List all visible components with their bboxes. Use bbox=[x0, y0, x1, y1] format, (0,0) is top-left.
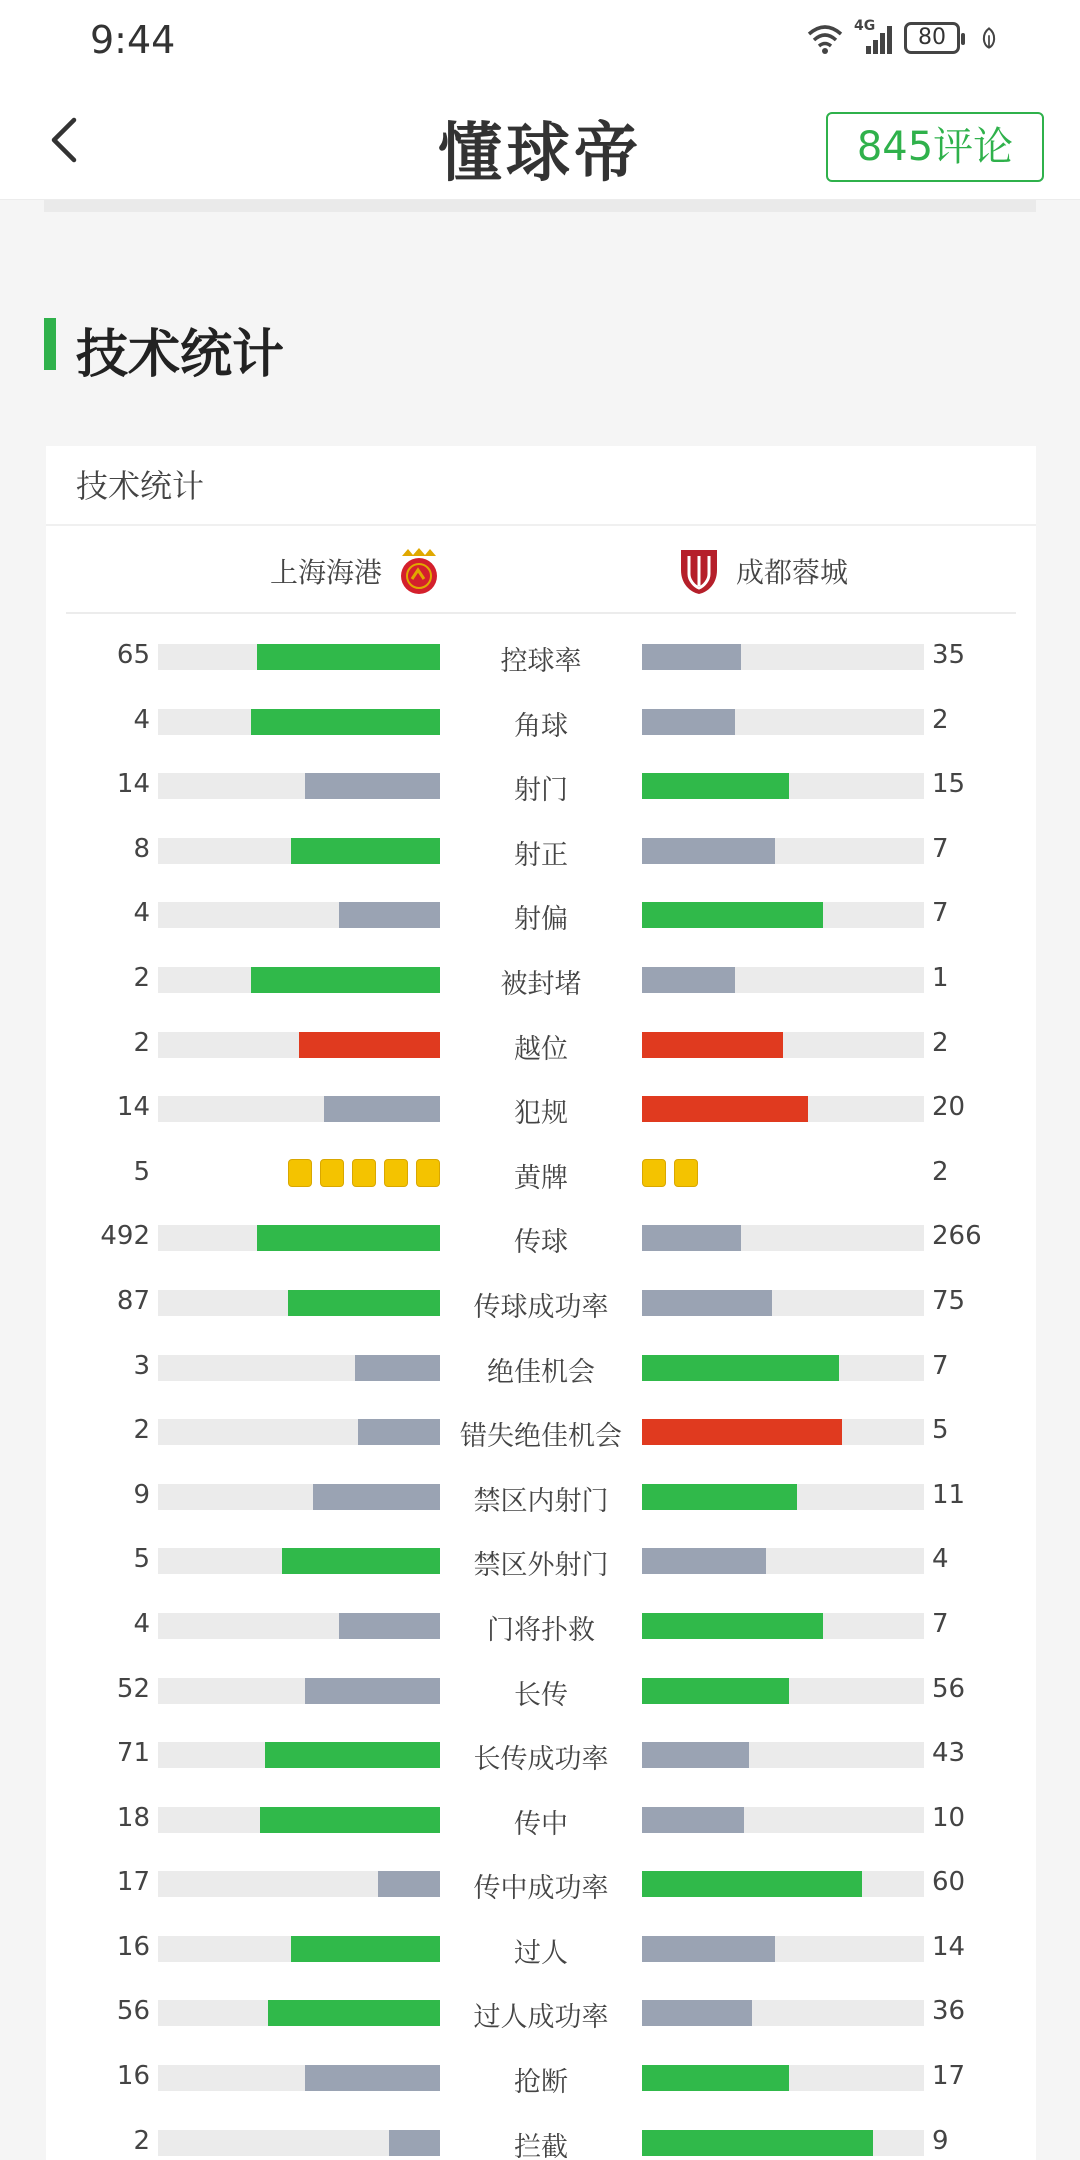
stat-label: 过人成功率 bbox=[473, 2002, 609, 2034]
stat-row bbox=[46, 1982, 1036, 2047]
stat-label: 越位 bbox=[514, 1033, 568, 1065]
away-stat-bar-track bbox=[642, 1032, 924, 1058]
home-stat-value: 4 bbox=[133, 898, 150, 929]
stat-row bbox=[46, 1918, 1036, 1983]
away-stat-value: 2 bbox=[932, 704, 949, 735]
home-stat-bar bbox=[339, 1613, 441, 1639]
home-team-name: 上海海港 bbox=[269, 556, 382, 589]
home-stat-bar-track bbox=[158, 1225, 440, 1251]
home-stat-bar bbox=[257, 644, 440, 670]
away-stat-value: 7 bbox=[932, 1608, 949, 1639]
teams-header bbox=[66, 526, 1016, 614]
stat-label: 射门 bbox=[514, 775, 568, 807]
stat-label: 传球成功率 bbox=[473, 1291, 609, 1323]
stat-row bbox=[46, 820, 1036, 885]
away-stat-value: 1 bbox=[932, 962, 949, 993]
away-stat-bar bbox=[642, 2000, 752, 2026]
away-stat-bar-track bbox=[642, 1225, 924, 1251]
status-bar bbox=[0, 0, 1080, 80]
away-stat-value: 2 bbox=[932, 1156, 949, 1187]
away-stat-bar bbox=[642, 1355, 839, 1381]
home-stat-bar bbox=[305, 773, 440, 799]
stat-row bbox=[46, 1143, 1036, 1208]
home-stat-value: 5 bbox=[133, 1544, 150, 1575]
stat-label: 长传成功率 bbox=[473, 1744, 609, 1776]
away-stat-bar bbox=[642, 1419, 842, 1445]
away-stat-bar-track bbox=[642, 1290, 924, 1316]
away-stat-bar bbox=[642, 1936, 775, 1962]
stat-label: 拦截 bbox=[514, 2131, 568, 2160]
stat-row bbox=[46, 884, 1036, 949]
away-stat-bar-track bbox=[642, 1807, 924, 1833]
away-stat-bar bbox=[642, 644, 741, 670]
home-stat-value: 87 bbox=[116, 1285, 150, 1316]
yellow-card-icon bbox=[352, 1159, 376, 1187]
yellow-card-icon bbox=[416, 1159, 440, 1187]
away-stat-bar bbox=[642, 838, 775, 864]
stat-label: 控球率 bbox=[500, 646, 582, 677]
home-stat-bar-track bbox=[158, 1032, 440, 1058]
stat-label: 门将扑救 bbox=[487, 1614, 595, 1646]
away-stat-bar bbox=[642, 1871, 862, 1897]
away-stat-value: 43 bbox=[932, 1738, 966, 1769]
stat-row bbox=[46, 1789, 1036, 1854]
away-stat-bar bbox=[642, 967, 735, 993]
home-stat-bar-track bbox=[158, 1613, 440, 1639]
home-stat-bar bbox=[324, 1096, 440, 1122]
stat-label: 被封堵 bbox=[500, 968, 582, 1000]
away-stat-value: 7 bbox=[932, 833, 949, 864]
away-stat-value: 56 bbox=[932, 1673, 966, 1704]
battery-icon: 80 bbox=[904, 22, 960, 54]
stat-row bbox=[46, 1595, 1036, 1660]
away-stat-bar-track bbox=[642, 709, 924, 735]
stat-label: 黄牌 bbox=[514, 1162, 568, 1194]
home-stat-bar bbox=[339, 902, 441, 928]
stat-label: 传中 bbox=[514, 1808, 568, 1840]
away-stat-bar-track bbox=[642, 1355, 924, 1381]
away-stat-value: 7 bbox=[932, 898, 949, 929]
home-stat-value: 9 bbox=[133, 1479, 150, 1510]
away-stat-bar bbox=[642, 2130, 873, 2156]
stat-row bbox=[46, 2112, 1036, 2160]
home-stat-bar bbox=[299, 1032, 440, 1058]
section-title: 技术统计 bbox=[76, 325, 285, 385]
home-stat-value: 492 bbox=[100, 1221, 150, 1252]
away-stat-value: 36 bbox=[932, 1996, 966, 2027]
away-stat-bar bbox=[642, 1032, 783, 1058]
home-stat-bar bbox=[378, 1871, 440, 1897]
home-stat-bar bbox=[358, 1419, 440, 1445]
away-stat-bar-track bbox=[642, 1678, 924, 1704]
yellow-card-icon bbox=[642, 1159, 666, 1187]
home-stat-bar-track bbox=[158, 902, 440, 928]
stat-row bbox=[46, 1272, 1036, 1337]
away-stat-bar bbox=[642, 1290, 772, 1316]
home-stat-bar bbox=[389, 2130, 440, 2156]
away-stat-bar-track bbox=[642, 1548, 924, 1574]
home-team-logo-icon bbox=[396, 546, 442, 596]
yellow-card-icon bbox=[384, 1159, 408, 1187]
home-stat-value: 4 bbox=[133, 704, 150, 735]
stat-row bbox=[46, 1466, 1036, 1531]
home-yellow-cards bbox=[158, 1159, 440, 1187]
stats-list bbox=[46, 626, 1036, 2160]
away-stat-value: 14 bbox=[932, 1931, 966, 1962]
home-stat-bar-track bbox=[158, 1096, 440, 1122]
home-stat-bar-track bbox=[158, 773, 440, 799]
away-stat-bar-track bbox=[642, 1613, 924, 1639]
away-stat-bar-track bbox=[642, 1419, 924, 1445]
stat-label: 抢断 bbox=[514, 2067, 568, 2099]
home-stat-value: 2 bbox=[133, 1027, 150, 1058]
home-stat-value: 2 bbox=[133, 962, 150, 993]
home-stat-value: 4 bbox=[133, 1608, 150, 1639]
home-stat-value: 18 bbox=[116, 1802, 150, 1833]
home-stat-value: 71 bbox=[116, 1738, 150, 1769]
stat-label: 传中成功率 bbox=[473, 1873, 609, 1905]
home-stat-bar-track bbox=[158, 709, 440, 735]
home-stat-bar-track bbox=[158, 1355, 440, 1381]
home-stat-bar-track bbox=[158, 967, 440, 993]
leaf-icon bbox=[976, 20, 1002, 56]
away-team-logo-icon bbox=[676, 546, 722, 596]
stat-row bbox=[46, 1207, 1036, 1272]
home-stat-value: 14 bbox=[116, 1092, 150, 1123]
home-stat-bar-track bbox=[158, 2000, 440, 2026]
away-stat-value: 20 bbox=[932, 1092, 966, 1123]
away-stat-value: 75 bbox=[932, 1285, 966, 1316]
section-accent-bar bbox=[44, 318, 56, 370]
home-stat-bar bbox=[288, 1290, 440, 1316]
home-stat-bar-track bbox=[158, 1484, 440, 1510]
stat-row bbox=[46, 1853, 1036, 1918]
status-time: 9:44 bbox=[90, 18, 176, 62]
home-stat-bar-track bbox=[158, 1290, 440, 1316]
stat-row bbox=[46, 949, 1036, 1014]
home-stat-bar bbox=[355, 1355, 440, 1381]
away-stat-bar bbox=[642, 709, 735, 735]
away-stat-value: 35 bbox=[932, 640, 966, 670]
home-stat-value: 2 bbox=[133, 1415, 150, 1446]
stat-label: 禁区外射门 bbox=[473, 1550, 609, 1582]
home-stat-bar bbox=[257, 1225, 440, 1251]
stat-row bbox=[46, 1401, 1036, 1466]
home-stat-bar-track bbox=[158, 1419, 440, 1445]
home-stat-bar bbox=[251, 709, 440, 735]
home-stat-value: 16 bbox=[116, 1931, 150, 1962]
away-stat-value: 5 bbox=[932, 1415, 949, 1446]
stat-row bbox=[46, 2047, 1036, 2112]
stat-label: 射正 bbox=[514, 839, 568, 871]
away-stat-value: 266 bbox=[932, 1221, 982, 1252]
stat-label: 射偏 bbox=[514, 904, 568, 936]
home-stat-bar bbox=[291, 1936, 441, 1962]
home-stat-bar bbox=[265, 1742, 440, 1768]
away-stat-bar-track bbox=[642, 1096, 924, 1122]
home-stat-bar bbox=[251, 967, 440, 993]
away-stat-bar-track bbox=[642, 1742, 924, 1768]
home-stat-bar bbox=[282, 1548, 440, 1574]
home-stat-bar bbox=[313, 1484, 440, 1510]
away-stat-bar-track bbox=[642, 644, 924, 670]
stat-row bbox=[46, 755, 1036, 820]
stat-row bbox=[46, 626, 1036, 691]
stat-label: 过人 bbox=[514, 1937, 568, 1969]
wifi-icon bbox=[806, 20, 844, 56]
comments-button[interactable]: 845评论 bbox=[826, 112, 1044, 182]
network-type: 4G bbox=[854, 18, 876, 34]
home-stat-bar-track bbox=[158, 1678, 440, 1704]
home-stat-value: 16 bbox=[116, 2061, 150, 2092]
stat-label: 犯规 bbox=[514, 1098, 568, 1130]
away-stat-bar bbox=[642, 1548, 766, 1574]
away-stat-bar-track bbox=[642, 838, 924, 864]
away-stat-value: 15 bbox=[932, 769, 966, 800]
away-stat-value: 4 bbox=[932, 1544, 949, 1575]
home-stat-bar bbox=[260, 1807, 441, 1833]
stat-label: 角球 bbox=[514, 710, 568, 742]
card-title: 技术统计 bbox=[46, 446, 1036, 526]
away-stat-value: 7 bbox=[932, 1350, 949, 1381]
app-header bbox=[0, 80, 1080, 200]
home-stat-bar bbox=[268, 2000, 440, 2026]
away-stat-bar bbox=[642, 1225, 741, 1251]
away-stat-bar bbox=[642, 1096, 808, 1122]
yellow-card-icon bbox=[674, 1159, 698, 1187]
stat-row bbox=[46, 691, 1036, 756]
home-stat-bar-track bbox=[158, 1871, 440, 1897]
home-stat-bar bbox=[305, 2065, 440, 2091]
stat-label: 绝佳机会 bbox=[487, 1356, 595, 1388]
away-stat-bar-track bbox=[642, 967, 924, 993]
away-stat-bar-track bbox=[642, 773, 924, 799]
away-stat-value: 10 bbox=[932, 1802, 966, 1833]
away-stat-bar bbox=[642, 2065, 789, 2091]
away-stat-bar-track bbox=[642, 1871, 924, 1897]
away-yellow-cards bbox=[642, 1159, 924, 1187]
stats-card bbox=[46, 446, 1036, 2160]
home-stat-bar-track bbox=[158, 2065, 440, 2091]
away-stat-value: 17 bbox=[932, 2061, 966, 2092]
home-stat-bar-track bbox=[158, 1807, 440, 1833]
away-stat-bar bbox=[642, 1807, 744, 1833]
away-team[interactable] bbox=[676, 546, 848, 596]
home-stat-bar-track bbox=[158, 2130, 440, 2156]
away-stat-bar-track bbox=[642, 1484, 924, 1510]
away-stat-bar bbox=[642, 773, 789, 799]
stat-label: 禁区内射门 bbox=[473, 1485, 609, 1517]
cellular-signal-icon bbox=[854, 20, 894, 56]
yellow-card-icon bbox=[320, 1159, 344, 1187]
yellow-card-icon bbox=[288, 1159, 312, 1187]
home-stat-value: 52 bbox=[116, 1673, 150, 1704]
top-divider-strip bbox=[44, 200, 1036, 212]
stat-row bbox=[46, 1078, 1036, 1143]
away-stat-value: 11 bbox=[932, 1479, 966, 1510]
away-stat-bar-track bbox=[642, 902, 924, 928]
home-stat-bar-track bbox=[158, 1548, 440, 1574]
stat-label: 传球 bbox=[514, 1227, 568, 1259]
away-stat-bar bbox=[642, 1742, 749, 1768]
away-stat-value: 60 bbox=[932, 1867, 966, 1898]
home-stat-value: 2 bbox=[133, 2125, 150, 2156]
away-stat-bar-track bbox=[642, 2065, 924, 2091]
away-stat-value: 2 bbox=[932, 1027, 949, 1058]
home-stat-value: 14 bbox=[116, 769, 150, 800]
home-stat-value: 5 bbox=[133, 1156, 150, 1187]
app-title: 懂球帝 bbox=[438, 117, 642, 191]
stat-row bbox=[46, 1337, 1036, 1402]
away-stat-bar-track bbox=[642, 2130, 924, 2156]
home-stat-bar-track bbox=[158, 1742, 440, 1768]
stat-row bbox=[46, 1660, 1036, 1725]
home-stat-value: 65 bbox=[116, 640, 150, 670]
away-team-name: 成都蓉城 bbox=[736, 556, 849, 589]
stat-row bbox=[46, 1014, 1036, 1079]
home-stat-bar-track bbox=[158, 838, 440, 864]
home-stat-bar bbox=[291, 838, 441, 864]
stat-row bbox=[46, 1724, 1036, 1789]
home-stat-bar bbox=[305, 1678, 440, 1704]
home-stat-value: 3 bbox=[133, 1350, 150, 1381]
home-team[interactable] bbox=[270, 546, 442, 596]
away-stat-bar bbox=[642, 1484, 797, 1510]
home-stat-value: 17 bbox=[116, 1867, 150, 1898]
away-stat-bar bbox=[642, 1678, 789, 1704]
home-stat-value: 8 bbox=[133, 833, 150, 864]
stat-label: 错失绝佳机会 bbox=[460, 1421, 622, 1453]
home-stat-bar-track bbox=[158, 644, 440, 670]
stat-label: 长传 bbox=[514, 1679, 568, 1711]
away-stat-value: 9 bbox=[932, 2125, 949, 2156]
status-icons bbox=[806, 20, 1002, 56]
away-stat-bar bbox=[642, 1613, 823, 1639]
away-stat-bar-track bbox=[642, 1936, 924, 1962]
stat-row bbox=[46, 1530, 1036, 1595]
away-stat-bar-track bbox=[642, 2000, 924, 2026]
home-stat-value: 56 bbox=[116, 1996, 150, 2027]
home-stat-bar-track bbox=[158, 1936, 440, 1962]
away-stat-bar bbox=[642, 902, 823, 928]
